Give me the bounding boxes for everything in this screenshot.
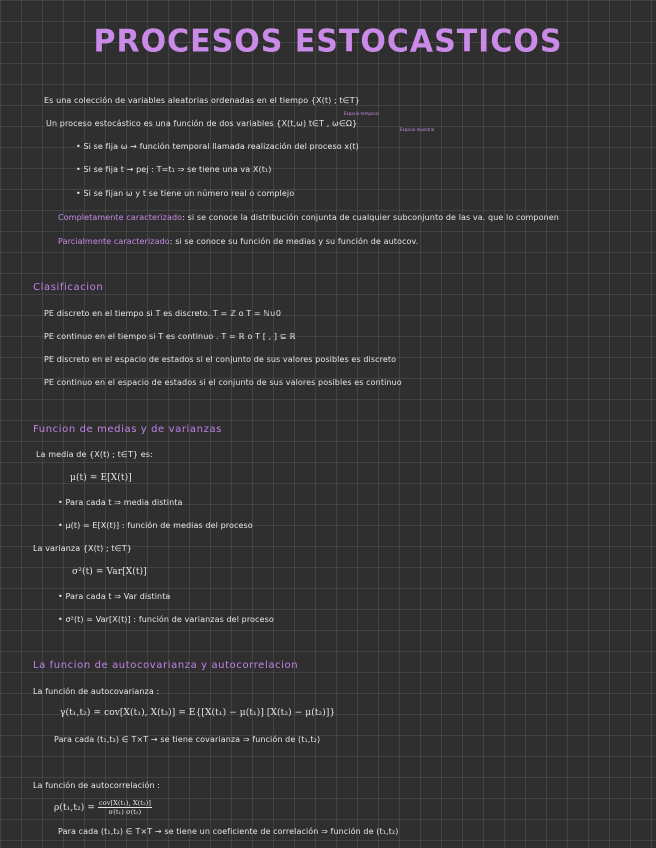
formula-varianza: σ²(t) = Var[X(t)]	[72, 567, 147, 577]
medias-bullet-4: • σ²(t) = Var[X(t)] : función de varianzas del proceso	[58, 615, 274, 624]
autocov-line-4: Para cada (t₁,t₂) ∈ T×T → se tiene un coeficiente de correlación ⇒ función de (t₁,t₂)	[58, 827, 399, 836]
clasificacion-item: PE continuo en el tiempo si T es continuo . T = ℝ o T [ , ] ⊆ ℝ	[44, 332, 296, 341]
intro-two-variables: Un proceso estocástico es una función de dos variables {X(t,ω) t∈T , ω∈Ω}	[46, 119, 358, 128]
fraction-numerator: cov[X(t₁), X(t₂)]	[99, 799, 151, 807]
partial-label: Parcialmente caracterizado	[58, 237, 170, 246]
annotation-muestral: Espacio muestral	[400, 127, 435, 132]
fraction	[98, 799, 152, 816]
intro-definition: Es una colección de variables aleatorias ordenadas en el tiempo {X(t) ; t∈T}	[44, 96, 360, 105]
formula-media: μ(t) = E[X(t)]	[70, 473, 132, 483]
partial-text: : si se conoce su función de medias y su función de autocov.	[169, 237, 419, 246]
complete-label: Completamente caracterizado	[58, 213, 183, 222]
formula-autocorrelacion	[54, 799, 152, 816]
clasificacion-item: PE discreto en el espacio de estados si el conjunto de sus valores posibles es discreto	[44, 355, 397, 364]
intro-bullet-3: • Si se fijan ω y t se tiene un número real o complejo	[76, 189, 295, 198]
medias-bullet-3: • Para cada t ⇒ Var distinta	[58, 592, 171, 601]
partially-characterized	[58, 237, 418, 246]
autocov-line-2: Para cada (t₁,t₂) ∈ T×T → se tiene covarianza ⇒ función de (t₁,t₂)	[54, 735, 321, 744]
formula-autocovarianza: γ(t₁,t₂) = cov[X(t₁), X(t₂)] = E{[X(t₁) − μ(t₁)] [X(t₂) − μ(t₂)]}	[60, 708, 336, 718]
completely-characterized	[58, 213, 559, 222]
intro-bullet-1: • Si se fija ω → función temporal llamada realización del proceso x(t)	[76, 142, 359, 151]
heading-clasificacion: Clasificacion	[33, 282, 104, 293]
heading-medias: Funcion de medias y de varianzas	[33, 424, 222, 435]
formula-lhs: ρ(t₁,t₂) =	[54, 803, 96, 813]
medias-line-1: La media de {X(t) ; t∈T} es:	[36, 450, 153, 459]
fraction-denominator: σ(t₁) σ(t₂)	[108, 808, 142, 816]
medias-bullet-1: • Para cada t ⇒ media distinta	[58, 498, 183, 507]
medias-bullet-2: • μ(t) = E[X(t)] : función de medias del proceso	[58, 521, 253, 530]
autocov-line-3: La función de autocorrelación :	[33, 781, 161, 790]
complete-text: : si se conoce la distribución conjunta de cualquier subconjunto de las va. que lo componen	[182, 213, 559, 222]
heading-autocov: La funcion de autocovarianza y autocorrelacion	[33, 660, 299, 671]
clasificacion-item: PE continuo en el espacio de estados si el conjunto de sus valores posibles es continuo	[44, 378, 402, 387]
medias-line-2: La varianza {X(t) ; t∈T}	[33, 544, 132, 553]
annotation-temporal: Espacio temporal	[344, 111, 379, 116]
intro-bullet-2: • Si se fija t → pej : T=t₁ ⇒ se tiene una va X(t₁)	[76, 165, 272, 174]
clasificacion-item: PE discreto en el tiempo si T es discreto. T = ℤ o T = ℕ∪0	[44, 309, 282, 318]
page-title: PROCESOS ESTOCASTICOS	[93, 23, 563, 60]
autocov-line-1: La función de autocovarianza :	[33, 687, 160, 696]
